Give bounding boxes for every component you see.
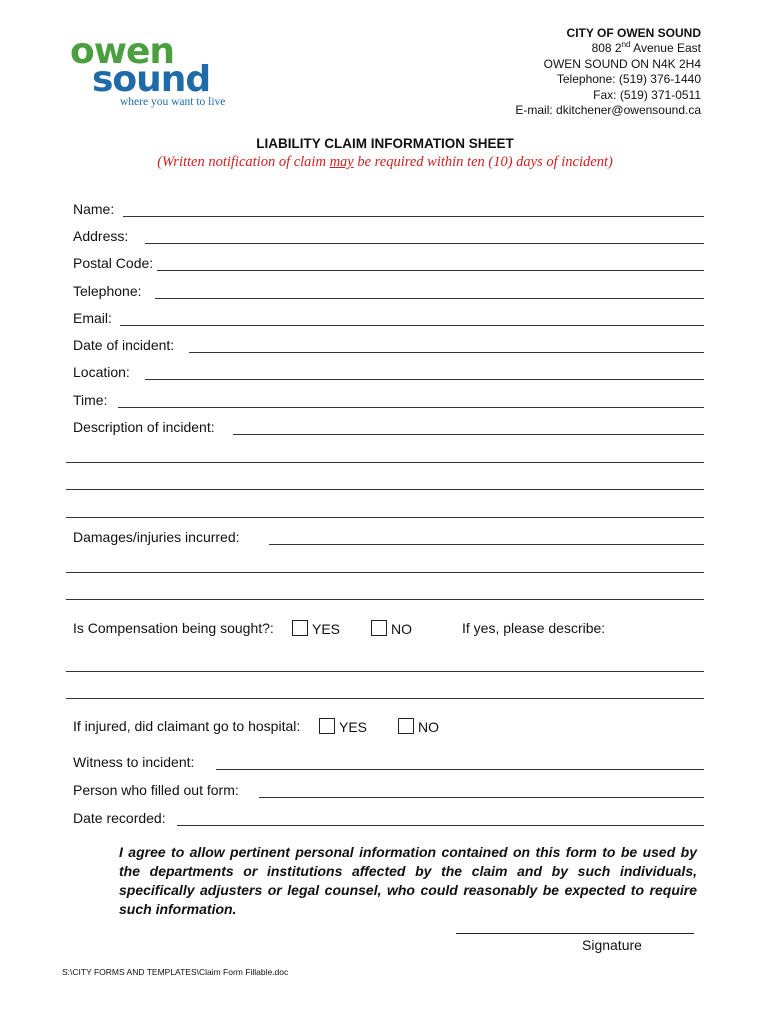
email-line: E-mail: dkitchener@owensound.ca	[515, 103, 701, 118]
compensation-question: Is Compensation being sought?:	[73, 620, 274, 636]
hospital-yes-checkbox[interactable]	[319, 718, 335, 734]
street-number: 808 2	[591, 41, 622, 56]
description-line-2[interactable]	[66, 462, 704, 463]
time-row	[73, 390, 704, 410]
street-ordinal: nd	[621, 40, 631, 50]
witness-field[interactable]	[216, 769, 704, 770]
postal-code-label: Postal Code:	[73, 255, 154, 271]
description-field[interactable]	[233, 434, 704, 435]
damages-line-3[interactable]	[66, 599, 704, 600]
witness-label: Witness to incident:	[73, 754, 195, 770]
form-subtitle	[0, 154, 770, 171]
postal-code-row	[73, 253, 704, 273]
damages-label: Damages/injuries incurred:	[73, 529, 240, 545]
date-recorded-row	[73, 808, 704, 828]
damages-line-2[interactable]	[66, 572, 704, 573]
city-address-block	[515, 26, 701, 118]
telephone-label: Telephone:	[73, 283, 142, 299]
email-label: Email:	[73, 310, 112, 326]
consent-statement: I agree to allow pertinent personal information contained on this form to be used by the departments or institutions affected by the claim and by such individuals, specifically adjusters or legal counsel, who could reasonably be expected to require such information.	[119, 844, 697, 917]
person-filled-row	[73, 780, 704, 800]
telephone-line: Telephone: (519) 376-1440	[556, 72, 701, 87]
fax-line: Fax: (519) 371-0511	[593, 87, 701, 102]
compensation-yes-label: YES	[312, 621, 341, 637]
hospital-yes-label: YES	[339, 719, 368, 735]
telephone-field[interactable]	[155, 298, 704, 299]
description-line-4[interactable]	[66, 517, 704, 518]
date-of-incident-row	[73, 335, 704, 355]
name-row	[73, 199, 704, 219]
hospital-no-checkbox[interactable]	[398, 718, 414, 734]
hospital-yes-option[interactable]	[319, 718, 367, 735]
logo-tagline: where you want to live	[120, 96, 226, 108]
owen-sound-logo	[70, 31, 240, 114]
street-address	[515, 41, 701, 56]
subtitle-part2: be required within ten (10) days of incident)	[353, 154, 613, 170]
subtitle-part1: (Written notification of claim	[157, 154, 330, 170]
file-path-footer: S:\CITY FORMS AND TEMPLATES\Claim Form Fillable.doc	[62, 967, 289, 977]
date-recorded-label: Date recorded:	[73, 810, 166, 826]
location-row	[73, 362, 704, 382]
compensation-no-label: NO	[391, 621, 412, 637]
hospital-no-label: NO	[418, 719, 439, 735]
description-line-3[interactable]	[66, 489, 704, 490]
logo-word-sound: sound	[92, 59, 211, 100]
compensation-describe-label: If yes, please describe:	[462, 620, 606, 636]
compensation-line-2[interactable]	[66, 698, 704, 699]
city-name: CITY OF OWEN SOUND	[566, 26, 701, 40]
compensation-yes-option[interactable]	[292, 620, 340, 637]
city-postal-line: OWEN SOUND ON N4K 2H4	[543, 56, 701, 71]
logo-word-owen: owen	[70, 31, 175, 72]
time-field[interactable]	[118, 407, 704, 408]
damages-field[interactable]	[269, 544, 704, 545]
witness-row	[73, 752, 704, 772]
address-row	[73, 226, 704, 246]
compensation-no-option[interactable]	[371, 620, 412, 637]
street-name: Avenue East	[630, 41, 701, 56]
postal-code-field[interactable]	[157, 270, 704, 271]
form-title: LIABILITY CLAIM INFORMATION SHEET	[256, 136, 514, 151]
date-of-incident-field[interactable]	[189, 352, 704, 353]
hospital-question: If injured, did claimant go to hospital:	[73, 718, 301, 734]
signature-field[interactable]	[456, 933, 694, 934]
subtitle-underlined: may	[329, 154, 354, 170]
date-of-incident-label: Date of incident:	[73, 337, 175, 353]
compensation-yes-checkbox[interactable]	[292, 620, 308, 636]
damages-row	[73, 527, 704, 547]
date-recorded-field[interactable]	[177, 825, 704, 826]
address-label: Address:	[73, 228, 129, 244]
hospital-no-option[interactable]	[398, 718, 439, 735]
location-label: Location:	[73, 364, 130, 380]
name-field[interactable]	[123, 216, 704, 217]
name-label: Name:	[73, 201, 115, 217]
description-label: Description of incident:	[73, 419, 215, 435]
compensation-line-1[interactable]	[66, 671, 704, 672]
person-filled-field[interactable]	[259, 797, 704, 798]
email-field[interactable]	[120, 325, 704, 326]
person-filled-label: Person who filled out form:	[73, 782, 239, 798]
compensation-no-checkbox[interactable]	[371, 620, 387, 636]
telephone-row	[73, 281, 704, 301]
description-row	[73, 417, 704, 437]
address-field[interactable]	[145, 243, 704, 244]
email-row	[73, 308, 704, 328]
time-label: Time:	[73, 392, 108, 408]
signature-label: Signature	[582, 937, 642, 953]
location-field[interactable]	[145, 379, 704, 380]
